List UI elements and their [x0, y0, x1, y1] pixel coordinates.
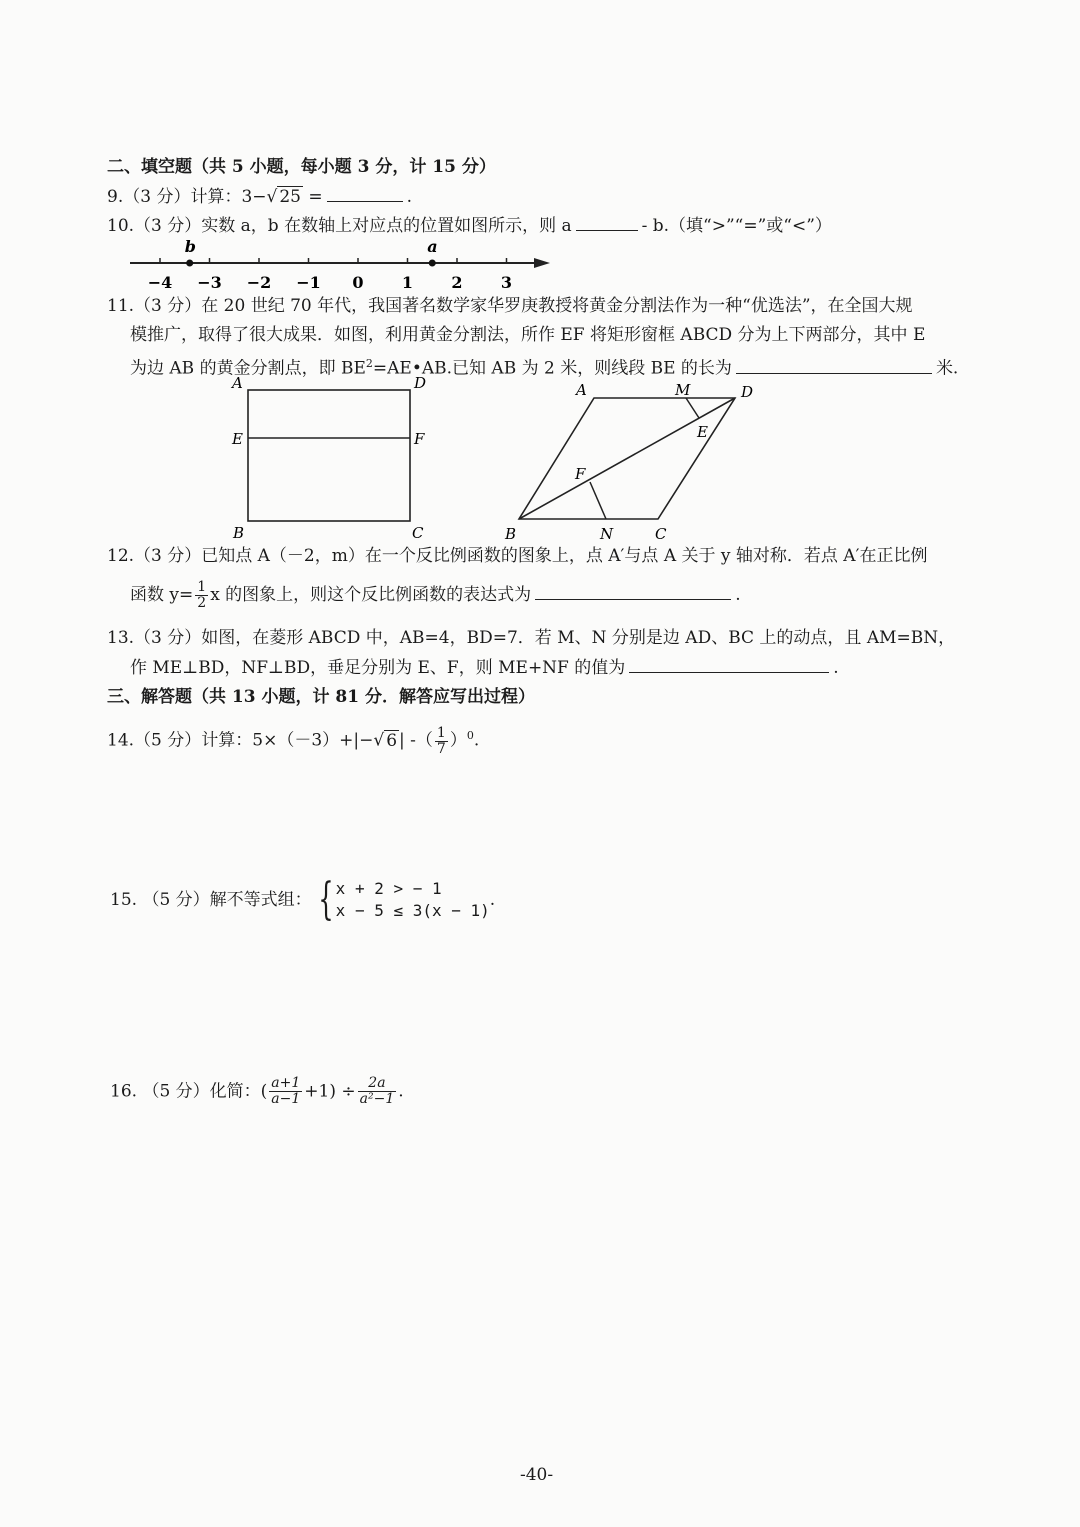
tick-label: −2 — [246, 273, 272, 292]
tick-label: −1 — [296, 273, 321, 292]
tick-label: 1 — [401, 273, 414, 292]
section-3-title: 三、解答题（共 13 小题，计 81 分．解答应写出过程） — [107, 687, 535, 707]
q16-f2-num: 2a — [358, 1076, 397, 1092]
q13-line-2 — [130, 654, 839, 680]
q15-system — [336, 878, 490, 922]
brace-icon: { — [317, 874, 334, 925]
rectangle-figure — [220, 372, 440, 546]
q14-c: ） — [449, 730, 467, 751]
point-a-dot — [429, 260, 436, 267]
number-line-arrow — [534, 258, 550, 268]
rh-label-m: M — [675, 381, 691, 399]
segment-me — [686, 398, 699, 418]
q13-end: . — [833, 658, 839, 678]
label-e: E — [232, 430, 243, 448]
tick-label: 2 — [451, 273, 463, 292]
rh-label-d: D — [741, 383, 754, 401]
label-f: F — [414, 430, 425, 448]
q12-frac-den: 2 — [197, 595, 207, 611]
sqrt-sign: √ — [266, 187, 278, 207]
q12-fraction — [195, 580, 208, 611]
point-b-dot — [186, 260, 193, 267]
q13-line-1: 13.（3 分）如图，在菱形 ABCD 中，AB=4，BD=7．若 M、N 分别是边 AD、BC 上的动点，且 AM=BN， — [107, 628, 956, 648]
label-c: C — [412, 524, 424, 542]
rh-label-c: C — [655, 525, 667, 543]
q9-radicand: 25 — [279, 187, 301, 207]
q12-line-1: 12.（3 分）已知点 A（－2，m）在一个反比例函数的图象上，点 A′与点 A 关于 y 轴对称．若点 A′在正比例 — [107, 546, 928, 566]
point-a-label: a — [427, 237, 438, 256]
tick-label: −3 — [197, 273, 222, 292]
q11-line-1: 11.（3 分）在 20 世纪 70 年代，我国著名数学家华罗庚教授将黄金分割法作为一种“优选法”，在全国大规 — [107, 296, 913, 316]
q13-answer-blank — [629, 654, 829, 673]
section-2-title: 二、填空题（共 5 小题，每小题 3 分，计 15 分） — [107, 157, 496, 177]
q14-radicand: 6 — [386, 730, 398, 751]
q12-answer-blank — [535, 581, 731, 600]
q15-end: . — [489, 890, 496, 910]
q12-frac-num: 1 — [197, 579, 207, 595]
number-line-figure — [120, 236, 560, 292]
q14-fraction — [435, 726, 448, 757]
q9-end: . — [406, 187, 413, 207]
q11-answer-blank — [736, 355, 932, 374]
question-9 — [107, 183, 412, 209]
question-15 — [110, 874, 496, 925]
tick-label: 3 — [500, 273, 513, 292]
q12-line-2a: 函数 y= — [130, 585, 194, 605]
q16-fraction-2 — [358, 1076, 397, 1107]
tick-label: −4 — [147, 273, 173, 292]
q9-text: 9.（3 分）计算：3− — [107, 187, 267, 207]
q15-text: 15. （5 分）解不等式组： — [110, 890, 312, 910]
q10-text: 10.（3 分）实数 a，b 在数轴上对应点的位置如图所示，则 a — [107, 216, 572, 236]
q13-line-2-text: 作 ME⊥BD，NF⊥BD，垂足分别为 E、F，则 ME+NF 的值为 — [130, 658, 626, 678]
q11-sup: 2 — [365, 357, 373, 370]
q14-exp: 0 — [466, 729, 474, 742]
rh-label-a: A — [576, 381, 587, 399]
q16-f1-den: a−1 — [271, 1091, 301, 1107]
rhombus-figure — [495, 375, 775, 547]
rh-label-f: F — [575, 465, 586, 483]
q14-b: | -（ — [399, 730, 433, 751]
q15-row-2: x − 5 ≤ 3(x − 1) — [335, 901, 490, 920]
q11-line-3a: 为边 AB 的黄金分割点，即 BE — [130, 358, 366, 379]
rh-label-n: N — [600, 525, 614, 543]
q16-b: +1) ÷ — [304, 1081, 356, 1102]
q16-fraction-1 — [269, 1076, 302, 1107]
rh-label-e: E — [697, 423, 708, 441]
rh-label-b: B — [505, 525, 517, 543]
q16-f1-num: a+1 — [271, 1075, 301, 1091]
q11-line-3b: =AE•AB.已知 AB 为 2 米，则线段 BE 的长为 — [372, 358, 732, 379]
point-b-label: b — [184, 237, 196, 256]
q10-tail: - b.（填“>”“=”或“<”） — [641, 216, 832, 236]
tick-label: 0 — [352, 273, 364, 292]
page-number: -40- — [520, 1465, 554, 1485]
q12-end: . — [735, 585, 741, 605]
question-16 — [110, 1076, 404, 1107]
q9-answer-blank — [327, 183, 403, 202]
q14-frac-num: 1 — [436, 724, 446, 741]
q14-a: 14.（5 分）计算：5×（－3）+|− — [107, 730, 374, 751]
q14-frac-den: 7 — [436, 740, 446, 757]
q14-end: . — [473, 730, 480, 751]
q12-line-2 — [130, 580, 741, 611]
q15-row-1: x + 2 > − 1 — [335, 879, 442, 898]
label-d: D — [414, 374, 427, 392]
question-14 — [107, 724, 479, 757]
segment-nf — [590, 482, 606, 519]
diagonal-bd — [519, 398, 735, 519]
label-b: B — [233, 524, 245, 542]
rectangle-abcd — [248, 390, 410, 521]
q11-line-2: 模推广，取得了很大成果．如图，利用黄金分割法，所作 EF 将矩形窗框 ABCD 分为上下两部分，其中 E — [130, 325, 926, 345]
label-a: A — [232, 374, 243, 392]
q16-end: . — [398, 1081, 404, 1102]
q16-f2-den: a²−1 — [359, 1091, 395, 1107]
q11-unit: 米. — [935, 358, 959, 379]
q12-line-2b: x 的图象上，则这个反比例函数的表达式为 — [210, 585, 532, 605]
q16-a: 16. （5 分）化简：( — [110, 1081, 268, 1102]
question-10 — [107, 212, 832, 238]
q9-eq: = — [308, 187, 323, 207]
sqrt-sign: √ — [373, 730, 385, 751]
q10-answer-blank — [576, 212, 638, 231]
